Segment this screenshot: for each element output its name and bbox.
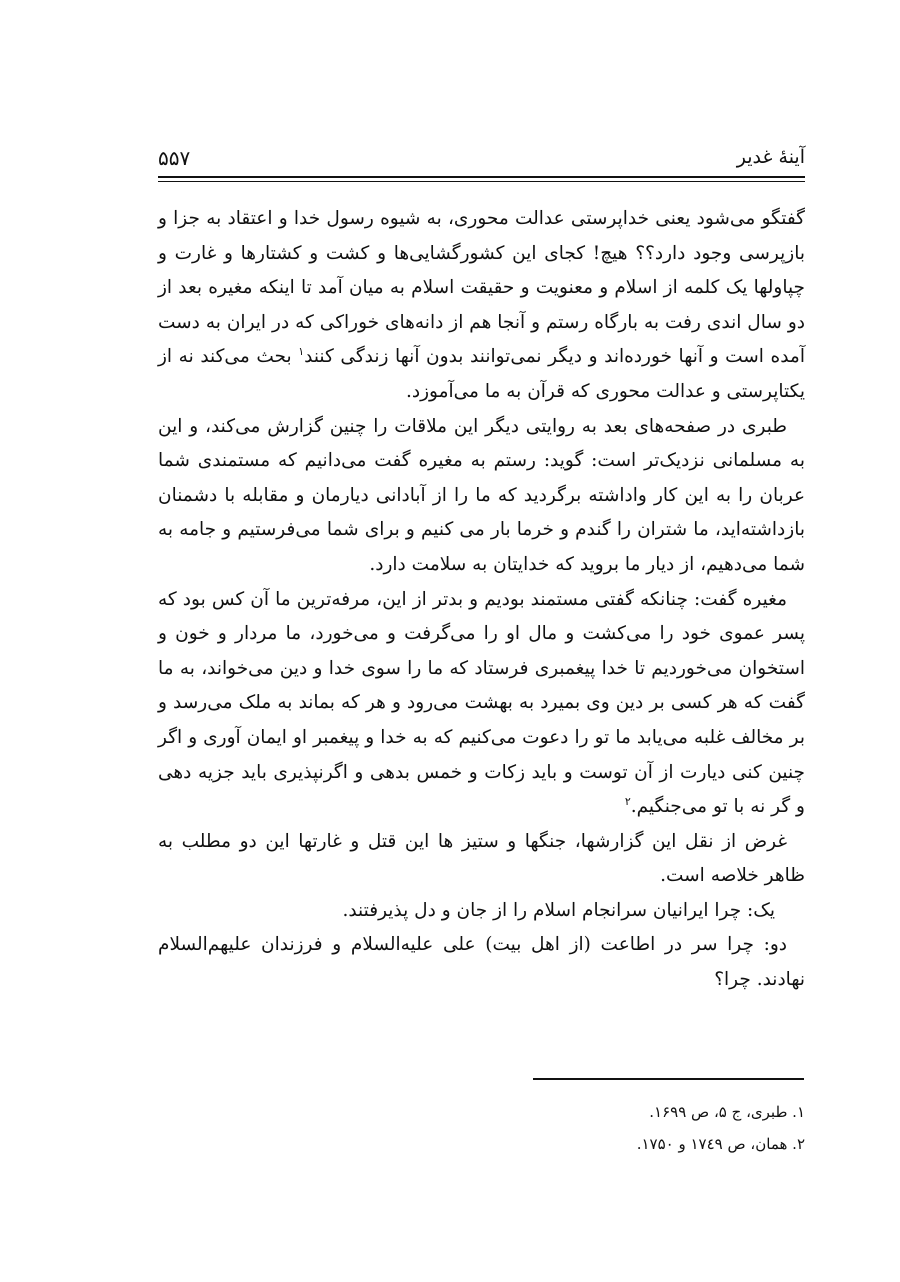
paragraph-4: غرض از نقل این گزارشها، جنگها و ستیز ها این قتل و غارتها این دو مطلب به ظاهر خلاصه است. xyxy=(158,830,805,887)
body-text xyxy=(158,202,805,998)
footnote-ref-2: ۲ xyxy=(624,794,631,808)
paragraph-2: طبری در صفحه‌های بعد به روایتی دیگر این ملاقات را چنین گزارش می‌کند، و این به مسلمانی نزدیک‌تر است: گوید: رستم به مغیره گفت می‌دانیم که مستمندی شما عربان را به این کار واداشته برگردید که ما را از آبادانی دیارمان و مقابله با دشمنان بازداشته‌اید، ما شتران را گندم و خرما بار می کنیم و برای شما می‌فرستیم و جامه به شما می‌دهیم، از دیار ما بروید که خدایتان به سلامت دارد. xyxy=(158,415,805,575)
footnote-2: ۲. همان، ص ۱۷٤۹ و ۱۷۵۰. xyxy=(636,1135,805,1153)
paragraph-3 xyxy=(158,583,805,825)
footnotes xyxy=(158,1096,805,1160)
footnote-1: ۱. طبری، ج ۵، ص ۱۶۹۹. xyxy=(649,1103,805,1121)
paragraph-1-tail: بحث می‌کند نه از یکتاپرستی و عدالت محوری که قرآن به ما می‌آموزد. xyxy=(158,346,805,402)
header-rule-secondary xyxy=(158,181,805,182)
paragraph-1-text: گفتگو می‌شود یعنی خداپرستی عدالت محوری، به شیوه رسول خدا و اعتقاد به جزا و بازپرسی وجود دارد؟؟ هیچ! کجای این کشورگشایی‌ها و کشت و کشتارها و غارت و چپاولها یک کلمه از اسلام و معنویت و حقیقت اسلام به میان آمد تا اینکه مغیره بعد از دو سال اندی رفت به بارگاه رستم و آنجا هم از دانه‌های خوراکی که در ایران به دست آمده است و آنها خورده‌اند و دیگر نمی‌توانند بدون آنها زندگی کنند xyxy=(158,208,805,368)
list-item-2: دو: چرا سر در اطاعت (از اهل بیت) علی علیه‌السلام و فرزندان علیهم‌السلام نهادند. چرا؟ xyxy=(158,934,805,991)
header-rule xyxy=(158,176,805,178)
list-item-1: یک: چرا ایرانیان سرانجام اسلام را از جان و دل پذیرفتند. xyxy=(342,899,775,921)
paragraph-1 xyxy=(158,202,805,410)
footnote-separator xyxy=(533,1078,804,1080)
paragraph-3-text: مغیره گفت: چنانکه گفتی مستمند بودیم و بدتر از این، مرفه‌ترین ما آن کس بود که پسر عموی خود را می‌کشت و مال او را می‌گرفت و می‌خورد، ما مردار و خون و استخوان می‌خوردیم تا خدا پیغمبری فرستاد که ما را سوی خدا و دین می‌خواند، به ما گفت که هر کسی بر دین وی بمیرد به بهشت می‌رود و هر که بماند به ملک می‌رسد و بر مخالف غلبه می‌یابد ما تو را دعوت می‌کنیم که به خدا و پیغمبر او ایمان آوری و اگر چنین کنی دیارت از آن توست و باید زکات و خمس بدهی و اگرنپذیری باید جزیه دهی و گر نه با تو می‌جنگیم. xyxy=(158,588,805,818)
running-title: آینهٔ غدیر xyxy=(736,146,805,168)
running-header xyxy=(158,140,805,174)
footnote-ref-1: ۱ xyxy=(298,345,305,359)
page-number: ۵۵۷ xyxy=(158,146,191,170)
